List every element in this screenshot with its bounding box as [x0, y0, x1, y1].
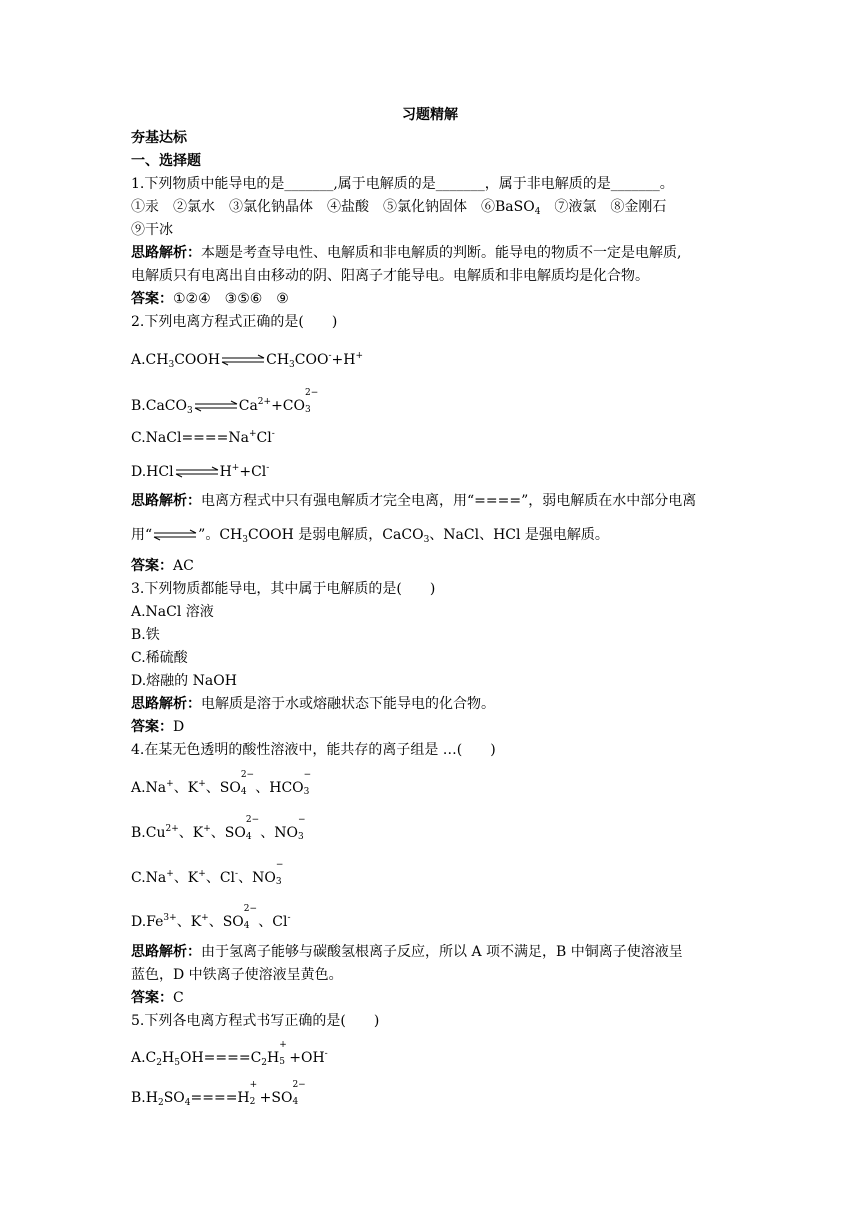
subscript: 3: [423, 535, 430, 545]
charge-stack: [279, 1040, 289, 1067]
q3-option-a: A.NaCl 溶液: [131, 604, 214, 620]
subscript: 4: [184, 1098, 191, 1108]
superscript: +: [166, 779, 174, 789]
subscript: 3: [187, 406, 193, 416]
superscript: −: [298, 815, 306, 825]
formula-text: 、Cl: [205, 870, 236, 886]
superscript: 2+: [165, 824, 179, 834]
charge-stack: [275, 860, 286, 887]
q2-analysis-line1: [131, 491, 696, 511]
charge-stack: [240, 770, 255, 797]
superscript: -: [324, 1049, 328, 1059]
answer-label: 答案：: [131, 990, 173, 1006]
q4-option-b: [131, 815, 308, 843]
q4-analysis-line2: 蓝色，D 中铁离子使溶液呈黄色。: [131, 967, 343, 983]
superscript: +: [355, 351, 363, 361]
formula-text: A.C: [131, 1050, 157, 1066]
superscript: 2−: [243, 904, 258, 914]
subscript: 3: [275, 877, 282, 887]
subscript: 5: [174, 1058, 180, 1068]
subscript: 3: [168, 360, 175, 370]
superscript: -: [266, 463, 270, 473]
superscript: 3+: [163, 913, 177, 923]
charge-stack: [298, 815, 308, 842]
q1-answer: [131, 289, 289, 309]
formula-text: 、HCO: [255, 780, 304, 796]
charge-stack: [243, 904, 258, 931]
charge-stack: [292, 1080, 306, 1107]
superscript: +: [279, 1040, 287, 1050]
formula-text: CH: [266, 352, 290, 368]
subscript: 5: [279, 1057, 285, 1067]
q2-answer: [131, 556, 194, 576]
analysis-text: 、NaCl、HCl 是强电解质。: [429, 527, 609, 543]
formula-text: D.HCl: [131, 464, 174, 480]
q1-options-line1: [131, 197, 666, 222]
superscript: +: [198, 779, 206, 789]
section-heading: 夯基达标: [131, 130, 187, 146]
formula-text: +OH: [289, 1050, 325, 1066]
formula-text: +SO: [259, 1090, 293, 1106]
q3-analysis: [131, 694, 495, 714]
analysis-text: ”。CH: [198, 527, 243, 543]
subscript: 4: [292, 1097, 299, 1107]
q1-options-line2: ⑨干冰: [131, 222, 173, 238]
equilibrium-arrow-icon: [152, 529, 198, 541]
formula-text: 、SO: [210, 825, 246, 841]
subscript: 3: [289, 360, 295, 370]
analysis-text: COOH 是弱电解质，CaCO: [247, 527, 424, 543]
q2-option-a: [131, 346, 363, 375]
q1-options-tail: ⑦液氯 ⑧金刚石: [540, 199, 667, 215]
formula-text: A.Na: [131, 780, 167, 796]
formula-text: B.Cu: [131, 825, 166, 841]
subscript: 3: [305, 405, 311, 415]
page-title: 习题精解: [402, 107, 458, 123]
q4-option-d: [131, 904, 291, 932]
superscript: +: [231, 463, 240, 473]
q1-analysis-line1: [131, 243, 681, 263]
subscript: 2: [249, 1097, 256, 1107]
superscript: −: [275, 860, 284, 870]
charge-stack: [245, 815, 260, 842]
q1-analysis-line2: 电解质只有电离出自由移动的阴、阳离子才能导电。电解质和非电解质均是化合物。: [131, 268, 649, 284]
equilibrium-arrow-icon: [174, 466, 220, 478]
q4-answer: [131, 988, 184, 1008]
q3-answer: [131, 717, 184, 737]
q1-stem: 1.下列物质中能导电的是_______,属于电解质的是_______，属于非电解质的是_______。: [131, 176, 674, 192]
formula-text: H: [219, 464, 232, 480]
subscript: 3: [303, 787, 310, 797]
formula-text: 、NO: [238, 870, 276, 886]
subscript: 3: [298, 832, 304, 842]
superscript: +: [248, 429, 257, 439]
q3-option-d: D.熔融的 NaOH: [131, 673, 237, 689]
formula-text: +H: [331, 352, 356, 368]
subscript: 2: [261, 1058, 268, 1068]
q3-option-c: C.稀硫酸: [131, 650, 188, 666]
q5-stem: 5.下列各电离方程式书写正确的是( ): [131, 1013, 380, 1029]
formula-text: C.Na: [131, 870, 167, 886]
subscript: 4: [245, 832, 252, 842]
q2-analysis-line2: [131, 525, 609, 550]
analysis-label: 思路解析：: [131, 696, 201, 712]
answer-label: 答案：: [131, 558, 173, 574]
formula-text: D.Fe: [131, 914, 164, 930]
superscript: +: [201, 913, 209, 923]
subscript: 2: [156, 1058, 163, 1068]
formula-text: +Cl: [239, 464, 267, 480]
q5-option-a: [131, 1040, 328, 1073]
formula-text: B.CaCO: [131, 398, 187, 414]
formula-text: COOH: [174, 352, 221, 368]
formula-text: 、K: [178, 825, 204, 841]
q4-stem: 4.在某无色透明的酸性溶液中，能共存的离子组是 …( ): [131, 742, 496, 758]
superscript: 2−: [240, 770, 255, 780]
formula-text: COO: [294, 352, 329, 368]
answer-text: ①②④ ③⑤⑥ ⑨: [173, 291, 289, 307]
q1-options-text: ①汞 ②氯水 ③氯化钠晶体 ④盐酸 ⑤氯化钠固体 ⑥BaSO: [131, 199, 535, 215]
superscript: -: [271, 429, 275, 439]
formula-text: B.H: [131, 1090, 158, 1106]
q4-option-c: [131, 860, 286, 888]
q3-stem: 3.下列物质都能导电，其中属于电解质的是( ): [131, 581, 436, 597]
formula-text: 、K: [173, 780, 199, 796]
subscript: 4: [534, 207, 541, 217]
q4-analysis-line1: [131, 942, 683, 962]
formula-text: 、SO: [208, 914, 244, 930]
formula-text: SO: [163, 1090, 185, 1106]
formula-text: C.NaCl====Na: [131, 430, 249, 446]
answer-label: 答案：: [131, 291, 173, 307]
formula-text: 、SO: [205, 780, 241, 796]
answer-text: D: [173, 719, 185, 735]
superscript: -: [287, 913, 291, 923]
superscript: −: [303, 770, 312, 780]
superscript: 2−: [245, 815, 260, 825]
superscript: -: [235, 869, 239, 879]
answer-text: AC: [173, 558, 194, 574]
subscript: 4: [240, 787, 247, 797]
analysis-text: 电离方程式中只有强电解质才完全电离，用“====”，弱电解质在水中部分电离: [201, 493, 697, 509]
formula-text: 、K: [173, 870, 199, 886]
superscript: 2−: [305, 388, 319, 398]
q2-option-c: [131, 424, 275, 448]
formula-text: 、Cl: [258, 914, 288, 930]
charge-stack: [303, 770, 314, 797]
superscript: 2+: [257, 397, 272, 407]
analysis-text: 电解质是溶于水或熔融状态下能导电的化合物。: [201, 696, 495, 712]
q4-option-a: [131, 770, 314, 798]
q2-option-b: [131, 388, 319, 421]
subscript: 2: [157, 1098, 164, 1108]
part-heading: 一、选择题: [131, 153, 201, 169]
formula-text: +CO: [271, 398, 305, 414]
analysis-text: 本题是考查导电性、电解质和非电解质的判断。能导电的物质不一定是电解质,: [201, 245, 682, 261]
analysis-label: 思路解析：: [131, 944, 201, 960]
superscript: +: [198, 869, 206, 879]
analysis-label: 思路解析：: [131, 493, 201, 509]
analysis-text: 由于氢离子能够与碳酸氢根离子反应，所以 A 项不满足，B 中铜离子使溶液呈: [201, 944, 683, 960]
formula-text: A.CH: [131, 352, 169, 368]
superscript: 2−: [292, 1080, 306, 1090]
answer-text: C: [173, 990, 184, 1006]
formula-text: 、K: [176, 914, 202, 930]
superscript: +: [166, 869, 174, 879]
q2-stem: 2.下列电离方程式正确的是( ): [131, 314, 338, 330]
answer-label: 答案：: [131, 719, 173, 735]
charge-stack: [305, 388, 319, 415]
q5-option-b: [131, 1080, 306, 1113]
superscript: +: [249, 1080, 258, 1090]
charge-stack: [249, 1080, 260, 1107]
q2-option-d: [131, 458, 269, 482]
superscript: +: [203, 824, 211, 834]
formula-text: H: [162, 1050, 175, 1066]
analysis-label: 思路解析：: [131, 245, 201, 261]
analysis-text: 用“: [131, 527, 153, 543]
subscript: 3: [242, 535, 248, 545]
equilibrium-arrow-icon: [193, 400, 239, 412]
formula-text: OH====C: [179, 1050, 262, 1066]
formula-text: H: [267, 1050, 280, 1066]
formula-text: Ca: [238, 398, 258, 414]
formula-text: ====H: [190, 1090, 250, 1106]
equilibrium-arrow-icon: [220, 354, 266, 366]
subscript: 4: [243, 921, 250, 931]
formula-text: Cl: [256, 430, 272, 446]
formula-text: 、NO: [260, 825, 299, 841]
superscript: -: [328, 351, 332, 361]
q3-option-b: B.铁: [131, 627, 160, 643]
